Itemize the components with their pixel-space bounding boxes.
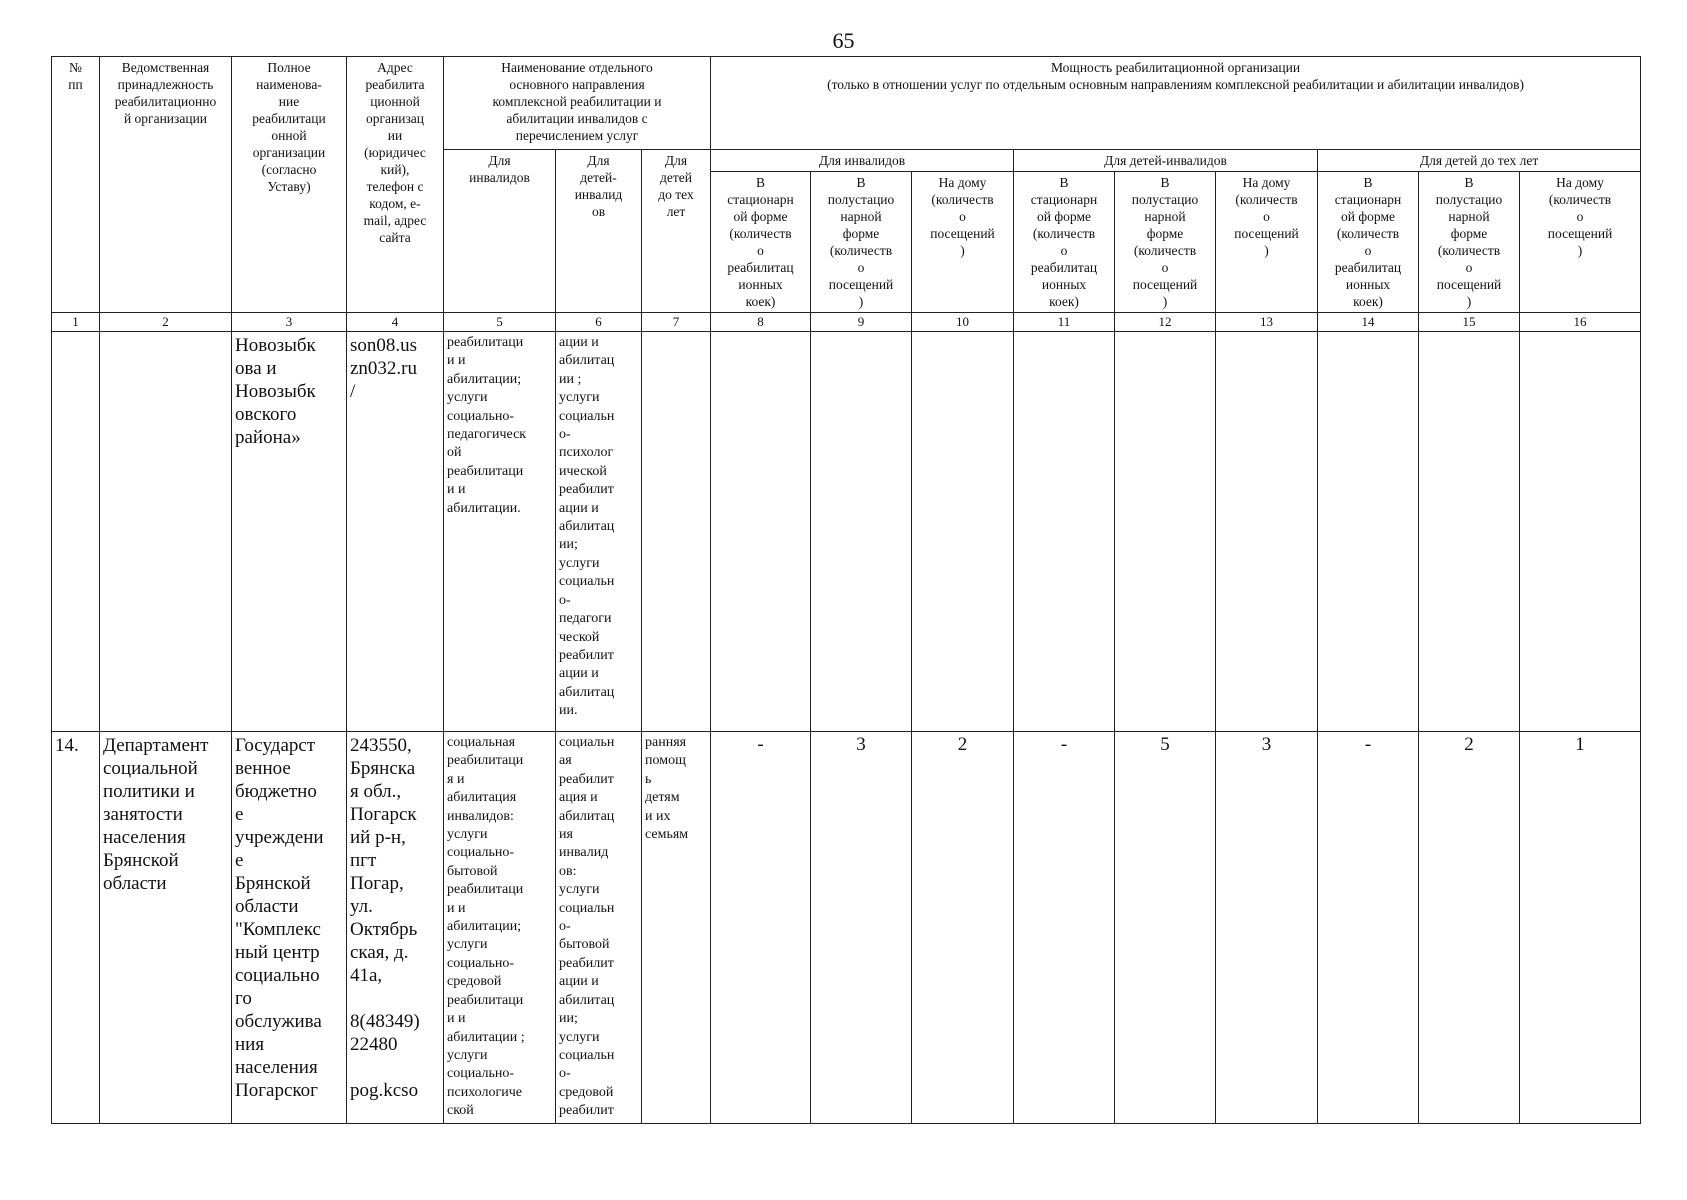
header-dir-under3: Для детей до тех лет bbox=[642, 150, 711, 313]
header-capacity-group: Мощность реабилитационной организации (только в отношении услуг по отдельным основным направлениям комплексной реабилитации и абилитации инвалидов) bbox=[711, 57, 1641, 150]
header-dir-disabled: Для инвалидов bbox=[444, 150, 556, 313]
row-number bbox=[52, 332, 100, 732]
row-capacity-cell bbox=[1216, 332, 1318, 732]
row-services-disabled: реабилитаци и и абилитации; услуги социально- педагогическ ой реабилитаци и и абилитации. bbox=[444, 332, 556, 732]
header-cap-under3: Для детей до тех лет bbox=[1318, 150, 1641, 172]
header-sub-semi: В полустацио нарной форме (количеств о посещений ) bbox=[1419, 172, 1520, 313]
row-capacity-cell: 1 bbox=[1520, 732, 1641, 1124]
header-sub-home: На дому (количеств о посещений ) bbox=[912, 172, 1014, 313]
row-capacity-cell: - bbox=[1318, 732, 1419, 1124]
column-number: 15 bbox=[1419, 313, 1520, 332]
row-capacity-cell: 2 bbox=[912, 732, 1014, 1124]
header-full-name: Полное наименова- ние реабилитаци онной организации (согласно Уставу) bbox=[232, 57, 347, 313]
row-capacity-cell: - bbox=[711, 732, 811, 1124]
row-capacity-cell bbox=[1318, 332, 1419, 732]
row-capacity-cell bbox=[1419, 332, 1520, 732]
header-sub-inpatient: В стационарн ой форме (количеств о реабилитац ионных коек) bbox=[1014, 172, 1115, 313]
row-capacity-cell: 2 bbox=[1419, 732, 1520, 1124]
header-sub-inpatient: В стационарн ой форме (количеств о реабилитац ионных коек) bbox=[711, 172, 811, 313]
row-full-name: Новозыбк ова и Новозыбк овского района» bbox=[232, 332, 347, 732]
page-number: 65 bbox=[832, 28, 855, 53]
row-services-children: ации и абилитац ии ; услуги социальн о- психолог ической реабилит ации и абилитац ии; услуги социальн о- педагоги ческой реабилит ации и абилитац ии. bbox=[556, 332, 642, 732]
column-number: 6 bbox=[556, 313, 642, 332]
row-capacity-cell bbox=[1520, 332, 1641, 732]
column-number: 2 bbox=[100, 313, 232, 332]
row-services-children: социальн ая реабилит ация и абилитац ия инвалид ов: услуги социальн о- бытовой реабилит ации и абилитац ии; услуги социальн о- средовой реабилит bbox=[556, 732, 642, 1124]
row-services-under3: ранняя помощ ь детям и их семьям bbox=[642, 732, 711, 1124]
row-services-disabled: социальная реабилитаци я и абилитация инвалидов: услуги социально- бытовой реабилитаци и и абилитации; услуги социально- средовой реабилитаци и и абилитации ; услуги социально- психологиче ской bbox=[444, 732, 556, 1124]
header-sub-home: На дому (количеств о посещений ) bbox=[1520, 172, 1641, 313]
row-services-under3 bbox=[642, 332, 711, 732]
row-capacity-cell bbox=[1115, 332, 1216, 732]
column-number: 12 bbox=[1115, 313, 1216, 332]
rehabilitation-registry-table bbox=[51, 56, 1641, 1124]
column-number: 16 bbox=[1520, 313, 1641, 332]
column-number: 3 bbox=[232, 313, 347, 332]
row-capacity-cell: 5 bbox=[1115, 732, 1216, 1124]
header-cap-children: Для детей-инвалидов bbox=[1014, 150, 1318, 172]
column-number: 9 bbox=[811, 313, 912, 332]
column-number: 14 bbox=[1318, 313, 1419, 332]
row-capacity-cell bbox=[912, 332, 1014, 732]
row-number: 14. bbox=[52, 732, 100, 1124]
header-sub-inpatient: В стационарн ой форме (количеств о реабилитац ионных коек) bbox=[1318, 172, 1419, 313]
header-directions-group: Наименование отдельного основного направления комплексной реабилитации и абилитации инвалидов с перечислением услуг bbox=[444, 57, 711, 150]
column-number: 10 bbox=[912, 313, 1014, 332]
column-number: 13 bbox=[1216, 313, 1318, 332]
row-capacity-cell bbox=[811, 332, 912, 732]
header-dir-children: Для детей- инвалид ов bbox=[556, 150, 642, 313]
header-sub-semi: В полустацио нарной форме (количеств о посещений ) bbox=[1115, 172, 1216, 313]
header-number: № пп bbox=[52, 57, 100, 313]
column-number: 11 bbox=[1014, 313, 1115, 332]
row-full-name: Государст венное бюджетно е учреждени е Брянской области "Комплекс ный центр социально го обслужива ния населения Погарског bbox=[232, 732, 347, 1124]
row-department: Департамент социальной политики и занятости населения Брянской области bbox=[100, 732, 232, 1124]
row-capacity-cell: 3 bbox=[811, 732, 912, 1124]
row-capacity-cell bbox=[711, 332, 811, 732]
column-number: 7 bbox=[642, 313, 711, 332]
header-sub-semi: В полустацио нарной форме (количеств о посещений ) bbox=[811, 172, 912, 313]
column-number: 4 bbox=[347, 313, 444, 332]
column-number-row bbox=[52, 313, 1641, 332]
row-address: son08.us zn032.ru / bbox=[347, 332, 444, 732]
row-capacity-cell: 3 bbox=[1216, 732, 1318, 1124]
table-row bbox=[52, 332, 1641, 732]
column-number: 8 bbox=[711, 313, 811, 332]
header-address: Адрес реабилита ционной организац ии (юридичес кий), телефон с кодом, е- mail, адрес сайта bbox=[347, 57, 444, 313]
header-sub-home: На дому (количеств о посещений ) bbox=[1216, 172, 1318, 313]
row-capacity-cell: - bbox=[1014, 732, 1115, 1124]
row-capacity-cell bbox=[1014, 332, 1115, 732]
column-number: 5 bbox=[444, 313, 556, 332]
header-department: Ведомственная принадлежность реабилитационно й организации bbox=[100, 57, 232, 313]
column-number: 1 bbox=[52, 313, 100, 332]
table-row bbox=[52, 732, 1641, 1124]
row-address: 243550, Брянска я обл., Погарск ий р-н, пгт Погар, ул. Октябрь ская, д. 41а, 8(48349) 22480 pog.kcso bbox=[347, 732, 444, 1124]
header-cap-disabled: Для инвалидов bbox=[711, 150, 1014, 172]
row-department bbox=[100, 332, 232, 732]
